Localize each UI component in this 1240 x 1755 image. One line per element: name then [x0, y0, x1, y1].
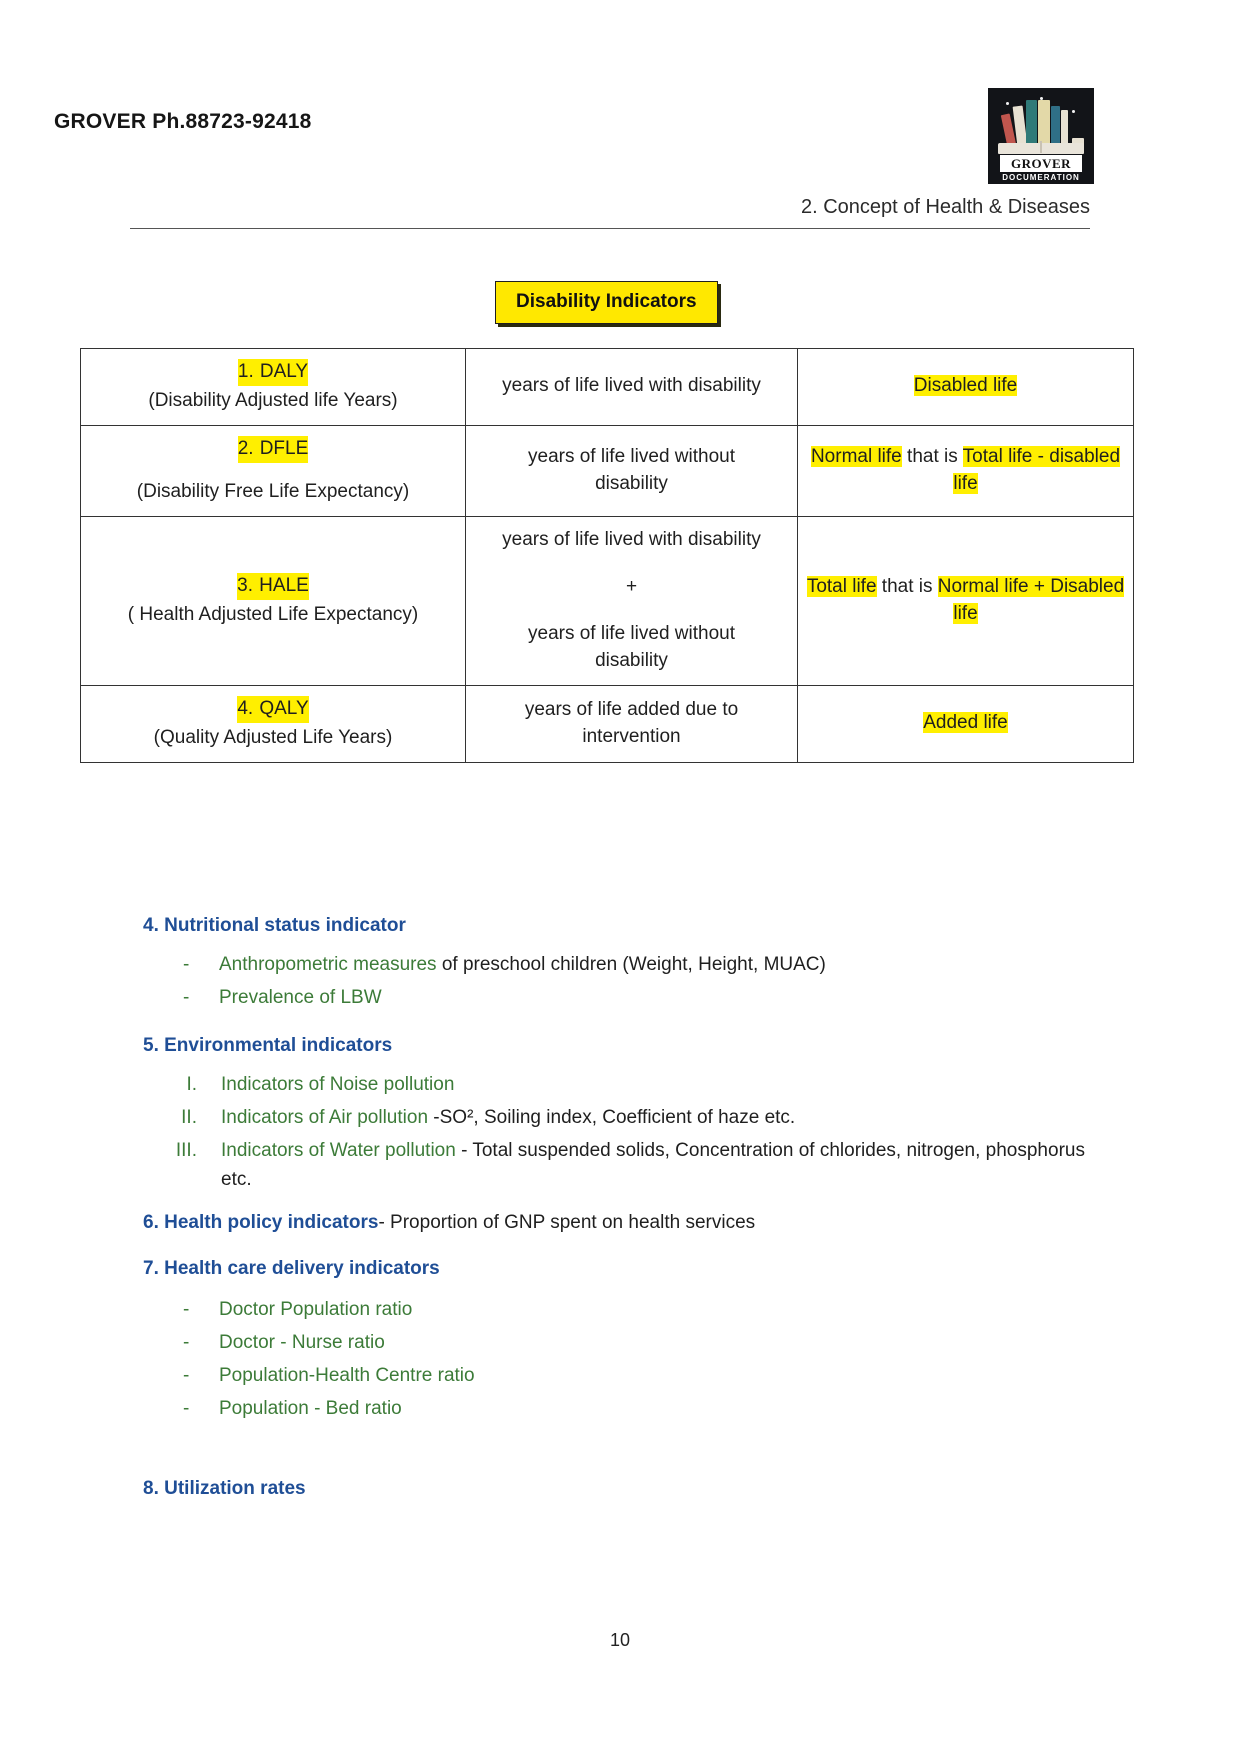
- meaning-part-plain: that is: [876, 575, 938, 597]
- page-number: 10: [609, 1630, 631, 1650]
- section-health-policy-indicators: [143, 1212, 1093, 1234]
- table-row: [81, 685, 1134, 762]
- list-item: [183, 1362, 1093, 1391]
- page-header-brand: GROVER Ph.88723-92418: [54, 110, 312, 133]
- roman-marker: I.: [186, 1074, 197, 1095]
- section-heading-label: 6. Health policy indicators: [143, 1212, 379, 1233]
- logo-subtitle-text: DOCUMERATION: [1002, 173, 1080, 182]
- item-green-text: Doctor Population ratio: [219, 1299, 413, 1320]
- spacer: [89, 465, 457, 479]
- indicator-name-cell: [81, 425, 466, 516]
- meaning-text-highlighted: Added life: [923, 712, 1008, 734]
- indicator-expansion: ( Health Adjusted Life Expectancy): [127, 603, 419, 625]
- environmental-items-list: [163, 1071, 1093, 1195]
- logo-star-icon: [1006, 102, 1009, 105]
- definition-line-1: years of life lived without: [528, 445, 735, 467]
- indicator-name-cell: [81, 516, 466, 685]
- meaning-part-highlighted: Total life - disabled life: [953, 445, 1121, 494]
- section-heading-tail: - Proportion of GNP spent on health services: [378, 1212, 756, 1233]
- definition-line-1: years of life lived with disability: [502, 528, 761, 550]
- chapter-title: 2. Concept of Health & Diseases: [800, 196, 1090, 218]
- roman-marker: III.: [175, 1139, 197, 1161]
- item-green-text: Anthropometric measures: [219, 954, 437, 975]
- item-plain-text: - Total suspended solids, Concentration of chlorides, nitrogen, phosphorus etc.: [221, 1139, 1085, 1190]
- indicator-abbr: DFLE: [259, 437, 309, 459]
- bullet-dash-icon: -: [183, 954, 190, 975]
- section-nutritional-status: [143, 915, 1093, 1017]
- section-utilization-rates: [143, 1478, 1093, 1500]
- indicator-meaning-cell: [798, 516, 1134, 685]
- disability-indicators-title-box: Disability Indicators: [495, 281, 718, 324]
- section-environmental-indicators: [143, 1035, 1093, 1199]
- item-green-text: Population-Health Centre ratio: [219, 1364, 475, 1386]
- item-green-text: Indicators of Air pollution: [221, 1106, 434, 1128]
- item-green-text: Population - Bed ratio: [219, 1397, 402, 1419]
- table-row: [81, 516, 1134, 685]
- logo-book-icon: [1051, 106, 1060, 146]
- logo-book-icon: [1026, 100, 1037, 146]
- header-divider: [130, 228, 1090, 229]
- logo-book-icon: [1061, 110, 1068, 146]
- bullet-dash-icon: -: [183, 1299, 190, 1320]
- logo-open-book-icon: [998, 143, 1084, 154]
- bullet-dash-icon: -: [183, 986, 190, 1008]
- indicator-definition-cell: [466, 349, 798, 426]
- indicator-name-cell: [81, 685, 466, 762]
- meaning-part-highlighted: Normal life: [810, 445, 902, 467]
- indicator-expansion: (Disability Adjusted life Years): [148, 389, 398, 411]
- bullet-dash-icon: -: [183, 1331, 190, 1353]
- meaning-text-highlighted: Disabled life: [913, 375, 1018, 397]
- item-plain-text: of preschool children (Weight, Height, MUAC): [436, 954, 826, 975]
- indicator-definition-cell: [466, 425, 798, 516]
- definition-text: years of life lived with disability: [502, 375, 761, 397]
- table-row: [81, 425, 1134, 516]
- definition-line-1: years of life added due to: [524, 698, 739, 720]
- meaning-part-highlighted: Total life: [806, 575, 877, 597]
- item-green-text: Prevalence of LBW: [219, 986, 382, 1008]
- section-health-care-delivery: [143, 1258, 1093, 1428]
- logo-name-box: [1000, 155, 1082, 172]
- list-item: [183, 984, 1093, 1013]
- indicator-name-cell: [81, 349, 466, 426]
- logo-star-icon: [1072, 110, 1075, 113]
- indicator-index: 2.: [237, 437, 254, 459]
- list-item: [183, 951, 1093, 980]
- section-heading: 8. Utilization rates: [143, 1478, 306, 1499]
- indicator-abbr: DALY: [259, 361, 309, 382]
- indicator-meaning-cell: [798, 425, 1134, 516]
- indicator-definition-cell: [466, 685, 798, 762]
- logo-book-icon: [1038, 100, 1050, 146]
- indicator-expansion: (Quality Adjusted Life Years): [153, 726, 393, 748]
- indicator-index: 1.: [237, 361, 254, 382]
- nutritional-items-list: [183, 951, 1093, 1013]
- definition-line-2: disability: [595, 472, 668, 494]
- list-item: [183, 1329, 1093, 1358]
- indicator-expansion: (Disability Free Life Expectancy): [136, 480, 410, 502]
- table-row: [81, 349, 1134, 426]
- item-plain-text: -SO², Soiling index, Coefficient of haze etc.: [433, 1106, 796, 1128]
- item-green-text: Indicators of Noise pollution: [221, 1074, 455, 1095]
- item-green-text: Doctor - Nurse ratio: [219, 1331, 385, 1353]
- disability-indicators-table: [80, 348, 1134, 763]
- bullet-dash-icon: -: [183, 1397, 190, 1419]
- section-heading: 5. Environmental indicators: [143, 1035, 393, 1056]
- definition-line-2: intervention: [582, 725, 681, 747]
- indicator-abbr: HALE: [259, 574, 309, 596]
- list-item: [163, 1137, 1093, 1195]
- indicator-definition-cell: [466, 516, 798, 685]
- meaning-part-plain: that is: [901, 445, 963, 467]
- list-item: [183, 1395, 1093, 1424]
- definition-line-3: disability: [595, 649, 668, 671]
- indicator-abbr: QALY: [259, 697, 309, 719]
- list-item: [183, 1296, 1093, 1325]
- indicator-index: 3.: [237, 574, 254, 596]
- indicator-index: 4.: [237, 697, 254, 719]
- definition-plus-symbol: +: [625, 575, 638, 597]
- logo-name-text: GROVER: [1010, 155, 1072, 171]
- list-item: [163, 1071, 1093, 1100]
- item-green-text: Indicators of Water pollution: [221, 1139, 462, 1161]
- grover-logo: [988, 88, 1094, 184]
- section-heading: 7. Health care delivery indicators: [143, 1258, 440, 1279]
- health-care-items-list: [183, 1296, 1093, 1424]
- list-item: [163, 1104, 1093, 1133]
- section-heading: 4. Nutritional status indicator: [143, 915, 406, 936]
- bullet-dash-icon: -: [183, 1364, 190, 1386]
- indicator-meaning-cell: [798, 349, 1134, 426]
- section-heading: [143, 1212, 1093, 1234]
- meaning-part-highlighted: Normal life + Disabled life: [937, 575, 1125, 624]
- definition-line-2: years of life lived without: [528, 622, 735, 644]
- indicator-meaning-cell: [798, 685, 1134, 762]
- roman-marker: II.: [181, 1106, 197, 1128]
